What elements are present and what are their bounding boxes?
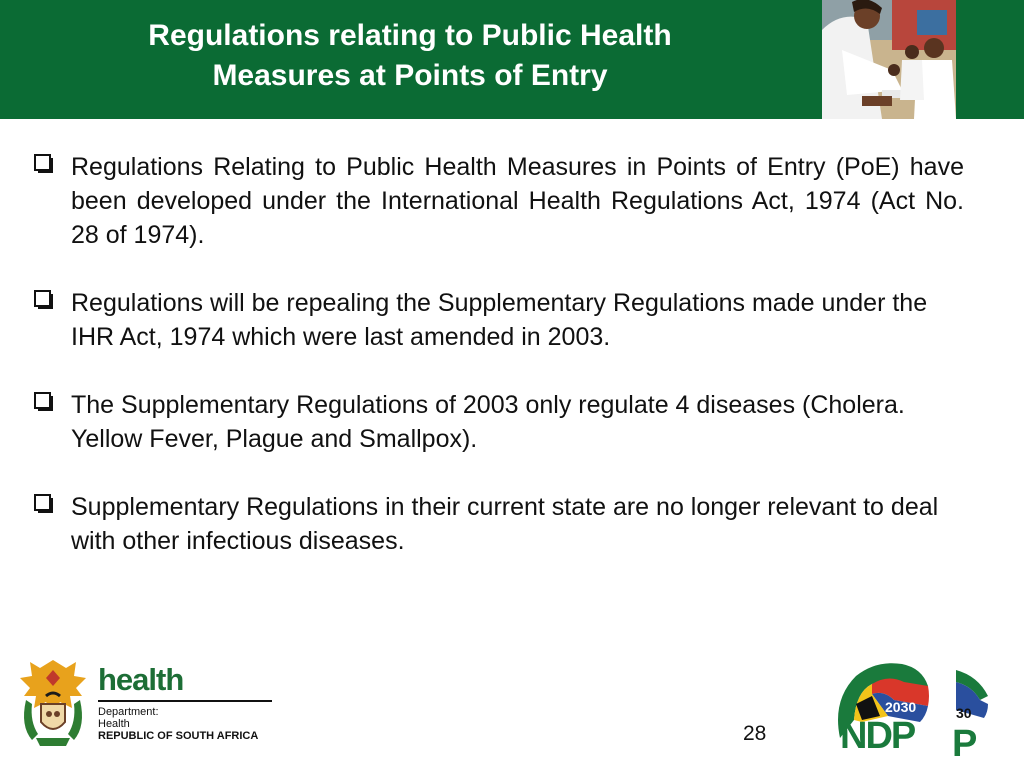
slide-title-line-1: Regulations relating to Public Health xyxy=(148,19,672,52)
checkbox-bullet-icon xyxy=(34,392,54,412)
bullet-item-3 xyxy=(34,388,964,456)
ndp-2030-logo xyxy=(832,660,932,752)
checkbox-bullet-icon xyxy=(34,494,54,514)
slide-title xyxy=(60,16,760,96)
bullet-text: Regulations will be repealing the Supplementary Regulations made under the IHR Act, 1974 which were last amended in 2003. xyxy=(71,289,928,351)
bullet-list xyxy=(34,150,964,592)
department-label xyxy=(98,706,258,742)
department-name: Health xyxy=(98,718,130,730)
country-name: REPUBLIC OF SOUTH AFRICA xyxy=(98,730,259,742)
ndp-text-partial-label: P xyxy=(952,723,978,760)
checkbox-bullet-icon xyxy=(34,290,54,310)
bullet-text: The Supplementary Regulations of 2003 only regulate 4 diseases (Cholera. Yellow Fever, Plague and Smallpox). xyxy=(71,391,905,453)
coat-of-arms-logo xyxy=(16,656,90,750)
bullet-item-2 xyxy=(34,286,964,354)
title-bar xyxy=(0,0,1024,119)
bullet-item-4 xyxy=(34,490,964,558)
ndp-text-label: NDP xyxy=(840,715,915,752)
ndp-year-label: 2030 xyxy=(885,699,917,715)
checkbox-bullet-icon xyxy=(34,154,54,174)
bullet-item-1 xyxy=(34,150,964,252)
page-number: 28 xyxy=(743,722,767,745)
department-label-text: Department: xyxy=(98,706,159,718)
health-wordmark: health xyxy=(98,662,184,697)
bullet-text: Regulations Relating to Public Health Measures in Points of Entry (PoE) have been developed under the International Health Regulations Act, 1974 (Act No. 28 of 1974). xyxy=(71,153,964,249)
bullet-text: Supplementary Regulations in their current state are no longer relevant to deal with other infectious diseases. xyxy=(71,493,939,555)
ndp-year-partial-label: 30 xyxy=(956,705,972,721)
slide-title-line-2: Measures at Points of Entry xyxy=(212,59,608,92)
ndp-2030-logo-partial xyxy=(952,666,992,760)
header-photo xyxy=(822,0,956,119)
wordmark-divider xyxy=(98,700,272,702)
